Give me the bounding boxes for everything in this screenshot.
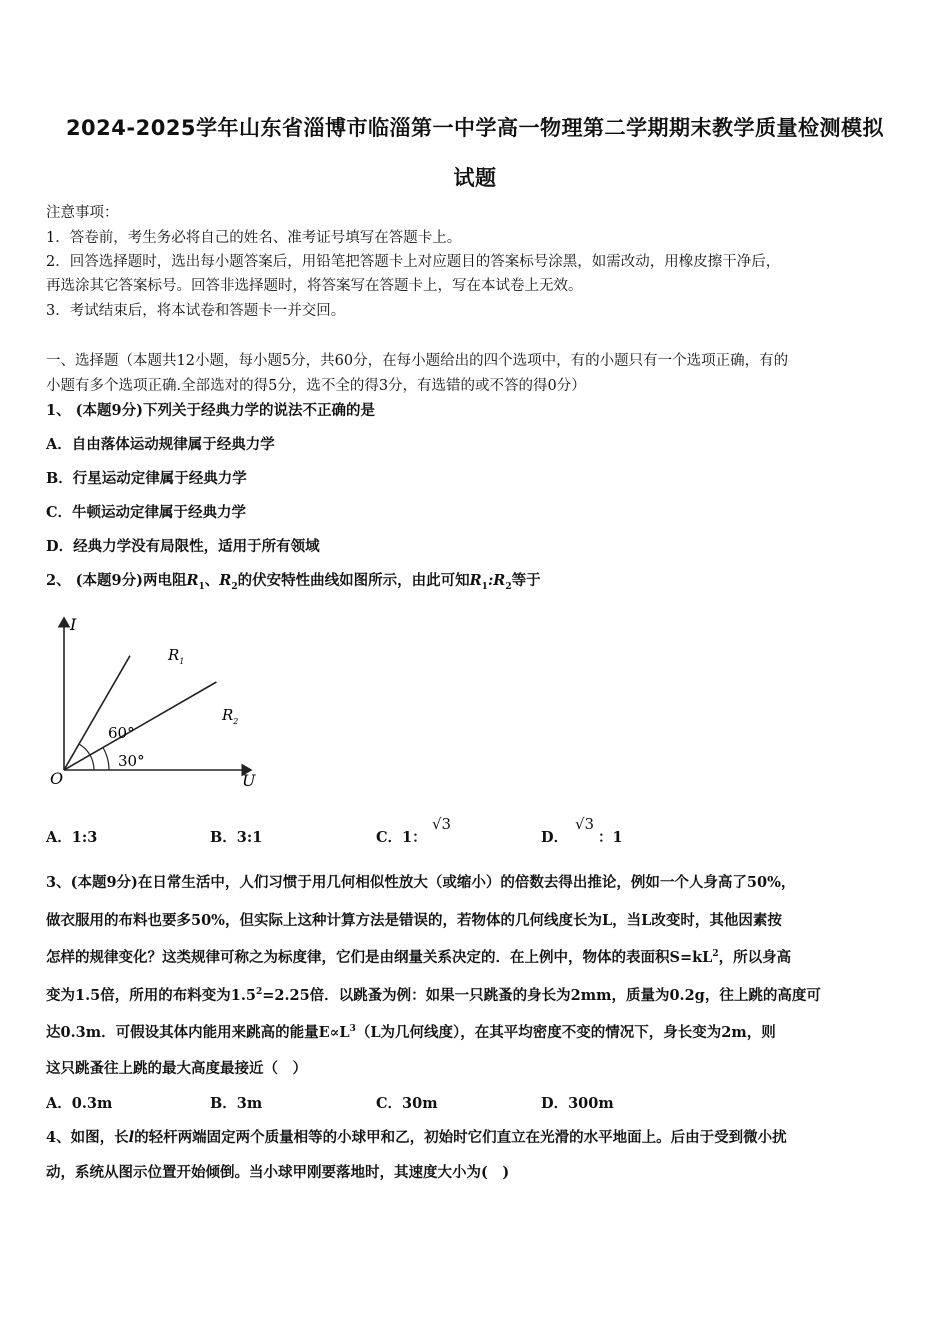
q2-option-d: D． [541,829,569,846]
q2-option-d-sqrt: √3 [575,815,595,833]
angle-30-arc [103,748,109,771]
angle-30-label: 30° [118,752,145,770]
q3-option-d: D．300m [541,1095,614,1112]
x-axis-label: U [242,771,256,790]
q3-line2: 做衣服用的布料也要多50%，但实际上这种计算方法是错误的，若物体的几何线度长为L，当L改变时，其他因素按 [46,912,782,929]
origin-label: O [50,769,64,788]
q3-option-a: A．0.3m [46,1095,113,1112]
exam-title-line2: 试题 [453,166,497,190]
q2-stem: 2、 (本题9分)两电阻$R_1$、$R_2$的伏安特性曲线如图所示，由此可知$R_1:R_2$等于 [46,572,541,592]
q2-option-b: B．3:1 [210,829,263,846]
q3-line4: 变为1.5倍，所用的布料变为$1.5^2=2.25$倍．以跳蚤为例：如果一只跳蚤的身长为2mm，质量为0.2g，往上跳的高度可 [46,987,821,1004]
section-heading-line1: 一、选择题（本题共12小题，每小题5分，共60分，在每小题给出的四个选项中，有的小题只有一个选项正确，有的 [46,353,789,369]
q1-stem: 1、 (本题9分)下列关于经典力学的说法不正确的是 [46,402,375,419]
q3-line6: 这只跳蚤往上跳的最大高度最接近（ ） [46,1060,307,1077]
section-heading-line2: 小题有多个选项正确.全部选对的得5分，选不全的得3分，有选错的或不答的得0分） [46,378,586,394]
q2-option-d-suffix: ：1 [598,829,623,846]
q1-option-d: D．经典力学没有局限性，适用于所有领域 [46,538,320,555]
q3-option-c: C．30m [376,1095,438,1112]
r2-label: $R_2$ [222,706,239,726]
q1-option-b: B．行星运动定律属于经典力学 [46,470,247,487]
q2-option-a: A．1:3 [46,829,98,846]
q4-line2: 动，系统从图示位置开始倾倒。当小球甲刚要落地时，其速度大小为( ) [46,1164,510,1181]
q4-line1: 4、如图，长l的轻杆两端固定两个质量相等的小球甲和乙，初始时它们直立在光滑的水平地面上。后由于受到微小扰 [46,1129,787,1146]
q2-option-c: C．1： [376,829,427,846]
q3-line5: 达0.3m．可假设其体内能用来跳高的能量$E\propto L^3(L$为几何线度），在其平均密度不变的情况下，身长变为2m，则 [46,1024,776,1041]
y-axis-label: I [70,615,77,634]
q2-option-c-sqrt: √3 [432,815,452,833]
q3-option-b: B．3m [210,1095,263,1112]
exam-title-line1: 2024-2025学年山东省淄博市临淄第一中学高一物理第二学期期末教学质量检测模拟 [65,116,885,140]
iu-graph [46,608,266,793]
notice-heading: 注意事项： [46,205,119,221]
r1-label: $R_1$ [168,646,185,666]
q1-option-a: A．自由落体运动规律属于经典力学 [46,436,275,453]
q3-line3: 怎样的规律变化？这类规律可称之为标度律，它们是由纲量关系决定的．在上例中，物体的表面积$S=kL^2$，所以身高 [46,949,792,966]
angle-60-label: 60° [108,724,135,742]
notice-item: 3．考试结束后，将本试卷和答题卡一并交回。 [46,303,346,319]
notice-item: 1．答卷前，考生务必将自己的姓名、准考证号填写在答题卡上。 [46,230,462,246]
notice-item: 2．回答选择题时，选出每小题答案后，用铅笔把答题卡上对应题目的答案标号涂黑，如需改动，用橡皮擦干净后， [46,254,781,270]
notice-item: 再选涂其它答案标号。回答非选择题时，将答案写在答题卡上，写在本试卷上无效。 [46,278,583,294]
q1-option-c: C．牛顿运动定律属于经典力学 [46,504,247,521]
q3-line1: 3、(本题9分)在日常生活中，人们习惯于用几何相似性放大（或缩小）的倍数去得出推论，例如一个人身高了50%， [46,874,796,891]
